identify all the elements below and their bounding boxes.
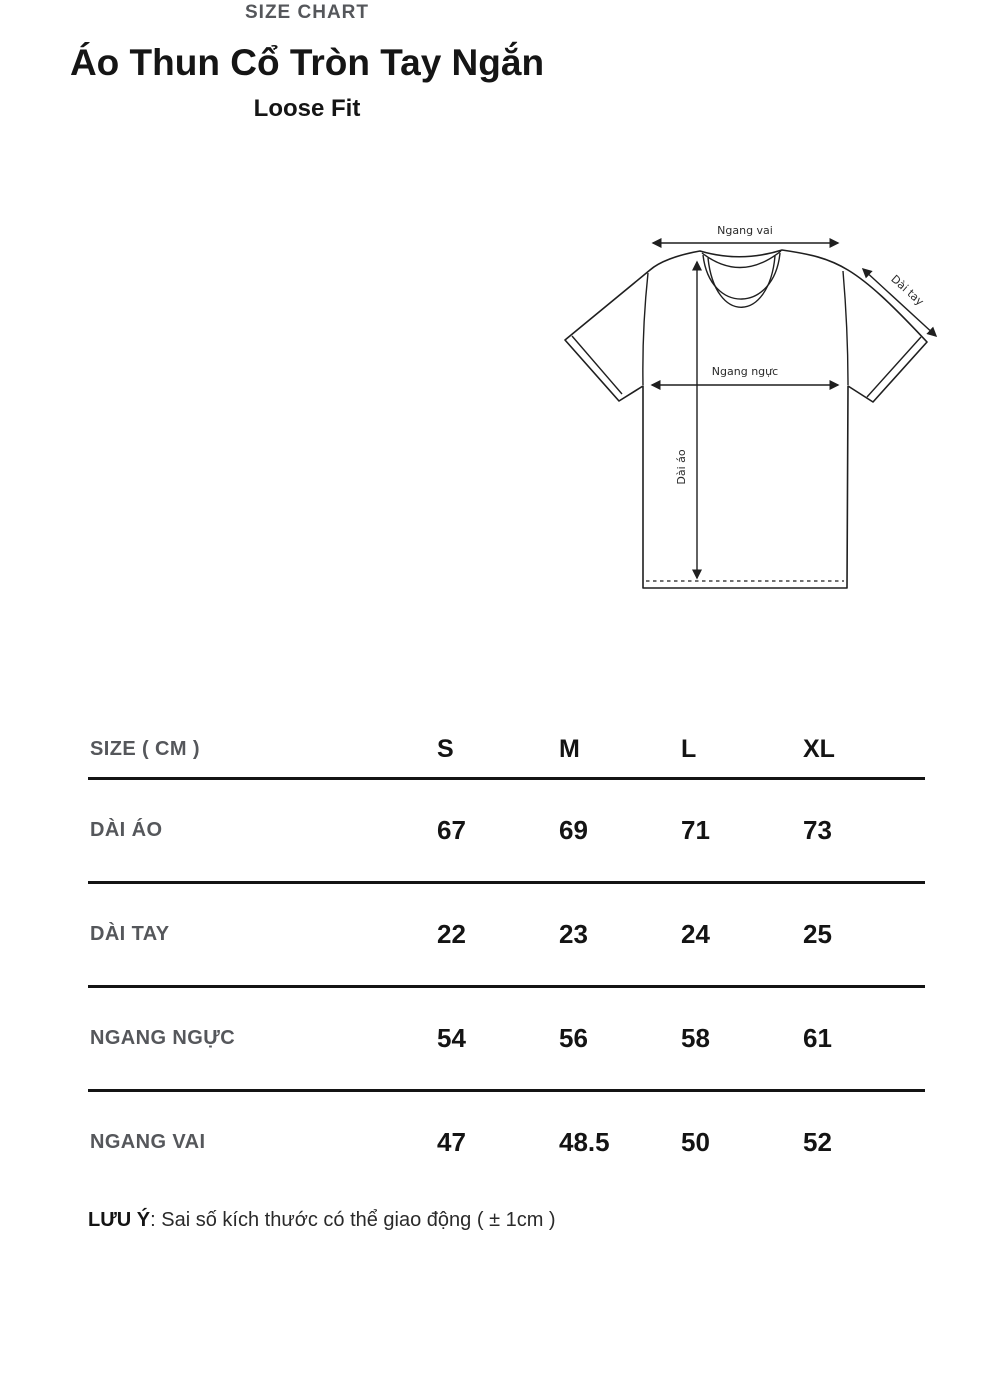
cell-value: 24 bbox=[681, 919, 710, 949]
size-col-s: S bbox=[437, 735, 454, 763]
cell-value: 50 bbox=[681, 1126, 710, 1157]
size-chart-label: SIZE CHART bbox=[245, 2, 369, 23]
shoulder-width-label: Ngang vai bbox=[717, 224, 773, 237]
cell-value: 73 bbox=[803, 815, 832, 845]
cell-value: 56 bbox=[559, 1023, 588, 1053]
size-table bbox=[88, 722, 925, 1192]
cell-value: 58 bbox=[681, 1023, 710, 1053]
cell-value: 48.5 bbox=[559, 1126, 610, 1157]
tshirt-measurement-diagram bbox=[555, 205, 965, 615]
cell-value: 54 bbox=[437, 1023, 466, 1053]
size-col-m: M bbox=[559, 735, 580, 763]
chest-width-label: Ngang ngực bbox=[711, 365, 779, 378]
cell-value: 61 bbox=[803, 1023, 832, 1053]
size-table-header-row bbox=[88, 722, 925, 780]
cell-value: 25 bbox=[803, 919, 832, 949]
sleeve-length-label: Dài tay bbox=[888, 272, 927, 309]
cell-value: 67 bbox=[437, 815, 466, 845]
fit-label: Loose Fit bbox=[253, 95, 361, 122]
tshirt-diagram-svg bbox=[555, 205, 965, 615]
table-row bbox=[88, 884, 925, 988]
row-label-dai-tay: DÀI TAY bbox=[90, 923, 170, 945]
cell-value: 22 bbox=[437, 919, 466, 949]
cell-value: 69 bbox=[559, 815, 588, 845]
row-label-ngang-vai: NGANG VAI bbox=[90, 1130, 206, 1153]
cell-value: 71 bbox=[681, 815, 710, 845]
size-unit-header: SIZE ( CM ) bbox=[90, 738, 200, 760]
row-label-dai-ao: DÀI ÁO bbox=[90, 819, 163, 841]
body-length-label: Dài áo bbox=[675, 449, 688, 485]
cell-value: 47 bbox=[437, 1126, 466, 1157]
table-row bbox=[88, 988, 925, 1092]
title-block bbox=[0, 0, 614, 124]
tolerance-note-prefix: LƯU Ý bbox=[88, 1209, 151, 1231]
cell-value: 23 bbox=[559, 919, 588, 949]
product-title: Áo Thun Cổ Tròn Tay Ngắn bbox=[69, 42, 545, 83]
table-row bbox=[88, 780, 925, 884]
table-row bbox=[88, 1092, 925, 1192]
cell-value: 52 bbox=[803, 1126, 832, 1157]
size-col-xl: XL bbox=[803, 735, 835, 763]
tolerance-note bbox=[88, 1206, 556, 1234]
tshirt-outline bbox=[565, 250, 927, 588]
tolerance-note-text: : Sai số kích thước có thể giao động ( ± 1cm ) bbox=[150, 1209, 556, 1231]
row-label-ngang-nguc: NGANG NGỰC bbox=[90, 1027, 236, 1049]
size-col-l: L bbox=[681, 735, 697, 763]
